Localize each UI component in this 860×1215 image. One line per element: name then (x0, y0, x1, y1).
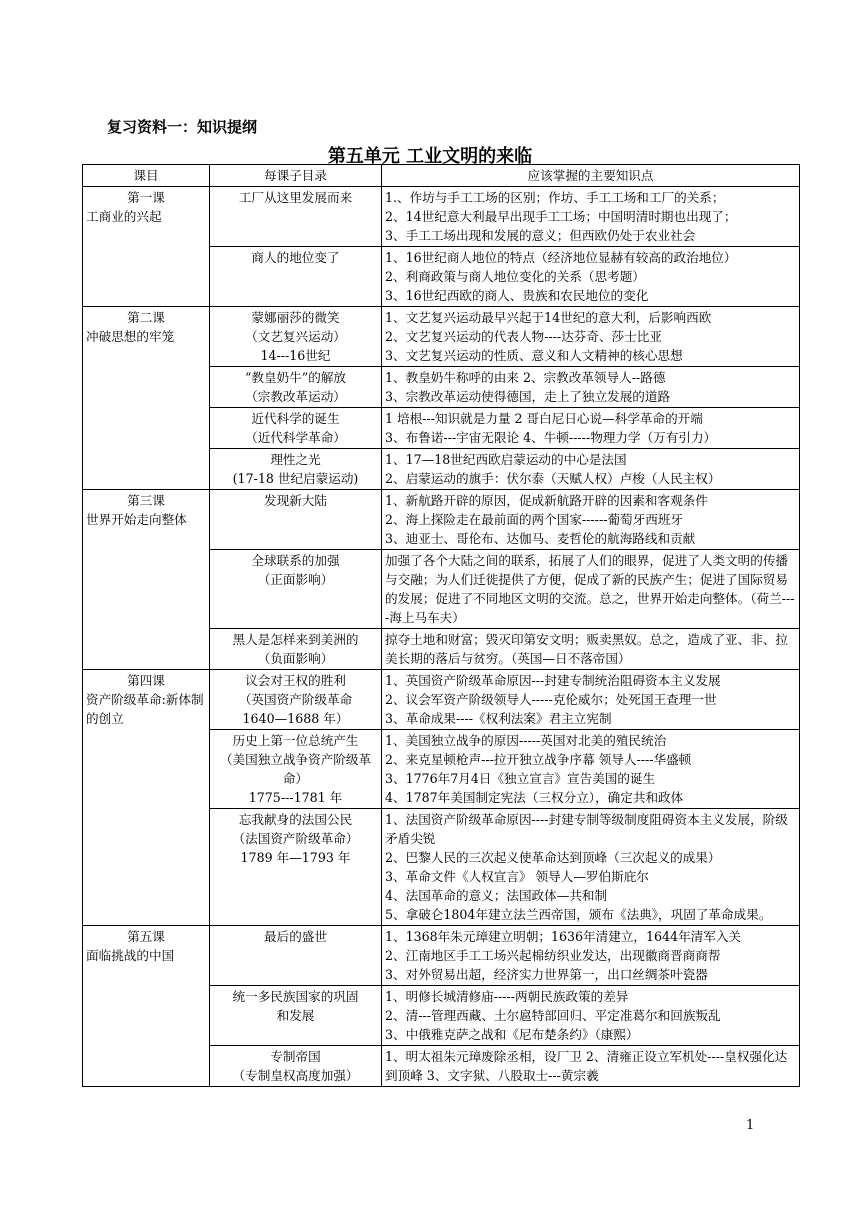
key-point: 1、1368年朱元璋建立明朝；1636年清建立，1644年清军入关 (385, 929, 742, 944)
subtopic-line: 黑人是怎样来到美洲的 (232, 632, 359, 647)
course-cell (83, 307, 210, 490)
key-point: 3、迪亚士、哥伦布、达伽马、麦哲伦的航海路线和贡献 (385, 531, 696, 546)
key-point: 1 培根---知识就是力量 2 哥白尼日心说—科学革命的开端 (385, 411, 703, 426)
key-point: 1、新航路开辟的原因，促成新航路开辟的因素和客观条件 (385, 493, 708, 508)
key-point: 3、宗教改革运动使得德国，走上了独立发展的道路 (385, 389, 671, 404)
subtopic-line: （美国独立战争资产阶级革命） (219, 752, 372, 786)
key-point: 2、巴黎人民的三次起义使革命达到顶峰（三次起义的成果） (385, 850, 721, 865)
table-row (83, 926, 800, 986)
subtopic-line: 1789 年—1793 年 (240, 850, 351, 865)
key-point: 2、文艺复兴运动的代表人物----达芬奇、莎士比亚 (385, 329, 662, 344)
subtopic-cell (210, 730, 382, 809)
subtopic-line: （近代科学革命） (245, 430, 346, 445)
course-name: 冲破思想的牢笼 (86, 329, 175, 344)
key-point: 1、明太祖朱元璋废除丞相，设厂卫 2、清雍正设立军机处----皇权强化达到顶峰 3、文字狱、八股取士---黄宗羲 (385, 1049, 788, 1083)
subtopic-line: 专制帝国 (270, 1049, 321, 1064)
subtopic-line: 和发展 (276, 1008, 315, 1023)
key-points-cell (382, 307, 800, 367)
column-header-subtopics: 每课子目录 (210, 165, 382, 187)
key-point: 1、明修长城清修庙-----两朝民族政策的差异 (385, 989, 629, 1004)
key-points-cell (382, 629, 800, 670)
key-point: 1、美国独立战争的原因-----英国对北美的殖民统治 (385, 733, 667, 748)
key-point: 掠夺土地和财富；毁灭印第安文明；贩卖黑奴。总之，造成了亚、非、拉美长期的落后与贫穷。（英国—日不落帝国） (385, 632, 788, 666)
key-point: 3、1776年7月4日《独立宣言》宣告美国的诞生 (385, 771, 656, 786)
subtopic-cell (210, 986, 382, 1046)
subtopic-cell (210, 809, 382, 926)
key-point: 2、江南地区手工工场兴起棉纺织业发达，出现徽商晋商商帮 (385, 948, 721, 963)
subtopic-line: 最后的盛世 (264, 929, 327, 944)
key-points-cell (382, 926, 800, 986)
course-number: 第四课 (127, 673, 165, 688)
table-header-row (83, 165, 800, 187)
key-point: 3、布鲁诺---宇宙无限论 4、牛顿-----物理力学（万有引力） (385, 430, 717, 445)
subtopic-line: 忘我献身的法国公民 (238, 812, 353, 827)
subtopic-line: 议会对王权的胜利 (245, 673, 346, 688)
key-point: 4、1787年美国制定宪法（三权分立），确定共和政体 (385, 790, 684, 805)
key-points-cell (382, 367, 800, 408)
key-point: 2、启蒙运动的旗手：伏尔泰（天赋人权）卢梭（人民主权） (385, 471, 721, 486)
document-heading: 复习资料一：知识提纲 (107, 118, 258, 136)
column-header-key-points: 应该掌握的主要知识点 (382, 165, 800, 187)
key-point: 2、14世纪意大利最早出现手工工场；中国明清时期也出现了； (385, 209, 737, 224)
key-point: 1、文艺复兴运动最早兴起于14世纪的意大利，后影响西欧 (385, 310, 712, 325)
key-point: 2、议会军资产阶级领导人-----克伦威尔；处死国王查理一世 (385, 692, 717, 707)
key-points-cell (382, 490, 800, 550)
subtopic-line: 统一多民族国家的巩固 (232, 989, 359, 1004)
course-name: 资产阶级革命:新体制的创立 (86, 692, 204, 726)
subtopic-line: 近代科学的诞生 (251, 411, 340, 426)
unit-title: 第五单元 工业文明的来临 (327, 146, 533, 167)
subtopic-cell (210, 1046, 382, 1087)
subtopic-cell (210, 670, 382, 730)
course-number: 第五课 (127, 929, 165, 944)
key-point: 2、海上探险走在最前面的两个国家------葡萄牙西班牙 (385, 512, 684, 527)
subtopic-line: 商人的地位变了 (251, 250, 340, 265)
subtopic-cell (210, 550, 382, 629)
column-header-course: 课目 (83, 165, 210, 187)
key-points-cell (382, 449, 800, 490)
subtopic-cell (210, 367, 382, 408)
subtopic-cell (210, 307, 382, 367)
key-points-cell (382, 1046, 800, 1087)
subtopic-line: “教皇奶牛”的解放 (244, 370, 347, 385)
table-body (83, 187, 800, 1087)
course-name: 面临挑战的中国 (86, 948, 175, 963)
subtopic-line: （法国资产阶级革命） (232, 831, 359, 846)
subtopic-line: （英国资产阶级革命 (238, 692, 353, 707)
key-points-cell (382, 550, 800, 629)
key-point: 1、16世纪商人地位的特点（经济地位显赫有较高的政治地位） (385, 250, 737, 265)
key-point: 3、16世纪西欧的商人、贵族和农民地位的变化 (385, 288, 649, 303)
page-number: 1 (746, 1118, 755, 1133)
course-cell (83, 670, 210, 926)
key-points-cell (382, 730, 800, 809)
key-points-cell (382, 670, 800, 730)
key-point: 3、文艺复兴运动的性质、意义和人文精神的核心思想 (385, 348, 683, 363)
course-number: 第三课 (127, 493, 165, 508)
table-row (83, 187, 800, 247)
subtopic-line: 历史上第一位总统产生 (232, 733, 359, 748)
key-point: 1、法国资产阶级革命原因----封建专制等级制度阻碍资本主义发展，阶级矛盾尖锐 (385, 812, 788, 846)
table-row (83, 670, 800, 730)
subtopic-line: （负面影响） (257, 651, 334, 666)
key-point: 3、手工工场出现和发展的意义；但西欧仍处于农业社会 (385, 228, 696, 243)
knowledge-outline-table (82, 164, 800, 1087)
subtopic-cell (210, 449, 382, 490)
subtopic-line: （专制皇权高度加强） (232, 1068, 359, 1083)
subtopic-line: 全球联系的加强 (251, 553, 340, 568)
course-name: 世界开始走向整体 (86, 512, 187, 527)
key-point: 2、来克星顿枪声---拉开独立战争序幕 领导人----华盛顿 (385, 752, 692, 767)
subtopic-cell (210, 247, 382, 307)
key-point: 3、中俄雅克萨之战和《尼布楚条约》（康熙） (385, 1027, 639, 1042)
key-point: 3、对外贸易出超，经济实力世界第一，出口丝绸茶叶瓷器 (385, 967, 708, 982)
subtopic-line: 1640—1688 年） (242, 711, 349, 726)
key-points-cell (382, 809, 800, 926)
key-points-cell (382, 187, 800, 247)
key-point: 1.、作坊与手工工场的区别；作坊、手工工场和工厂的关系； (385, 190, 725, 205)
subtopic-line: （文艺复兴运动） (245, 329, 346, 344)
table-row (83, 307, 800, 367)
key-points-cell (382, 986, 800, 1046)
subtopic-cell (210, 926, 382, 986)
subtopic-line: （宗教改革运动） (245, 389, 346, 404)
key-points-cell (382, 408, 800, 449)
key-points-cell (382, 247, 800, 307)
subtopic-line: 理性之光 (270, 452, 321, 467)
key-point: 2、清---管理西藏、土尔扈特部回归、平定准葛尔和回族叛乱 (385, 1008, 721, 1023)
key-point: 4、法国革命的意义；法国政体—共和制 (385, 888, 608, 903)
key-point: 加强了各个大陆之间的联系，拓展了人们的眼界，促进了人类文明的传播与交融；为人们迁徙提供了方便，促成了新的民族产生；促进了国际贸易的发展；促进了不同地区文明的交流。总之，世界开始走向整体。（荷兰----海上马车夫） (385, 553, 795, 625)
course-cell (83, 187, 210, 307)
subtopic-cell (210, 629, 382, 670)
key-point: 5、拿破仑1804年建立法兰西帝国，颁布《法典》，巩固了革命成果。 (385, 907, 772, 922)
subtopic-cell (210, 490, 382, 550)
subtopic-line: 14---16世纪 (260, 348, 331, 363)
key-point: 3、革命文件《人权宣言》 领导人—罗伯斯庇尔 (385, 869, 649, 884)
key-point: 3、革命成果----《权利法案》君主立宪制 (385, 711, 612, 726)
subtopic-cell (210, 408, 382, 449)
subtopic-cell (210, 187, 382, 247)
subtopic-line: 1775---1781 年 (248, 790, 343, 805)
subtopic-line: （正面影响） (257, 572, 334, 587)
course-cell (83, 490, 210, 670)
course-number: 第一课 (127, 190, 165, 205)
subtopic-line: 发现新大陆 (264, 493, 327, 508)
key-point: 1、教皇奶牛称呼的由来 2、宗教改革领导人--路德 (385, 370, 666, 385)
subtopic-line: 工厂从这里发展而来 (238, 190, 353, 205)
table-row (83, 490, 800, 550)
key-point: 1、17—18世纪西欧启蒙运动的中心是法国 (385, 452, 627, 467)
course-cell (83, 926, 210, 1087)
key-point: 2、利商政策与商人地位变化的关系（思考题） (385, 269, 645, 284)
key-point: 1、英国资产阶级革命原因---封建专制统治阻碍资本主义发展 (385, 673, 721, 688)
subtopic-line: 蒙娜丽莎的微笑 (251, 310, 340, 325)
course-number: 第二课 (127, 310, 165, 325)
subtopic-line: (17-18 世纪启蒙运动) (232, 471, 359, 486)
course-name: 工商业的兴起 (86, 209, 162, 224)
